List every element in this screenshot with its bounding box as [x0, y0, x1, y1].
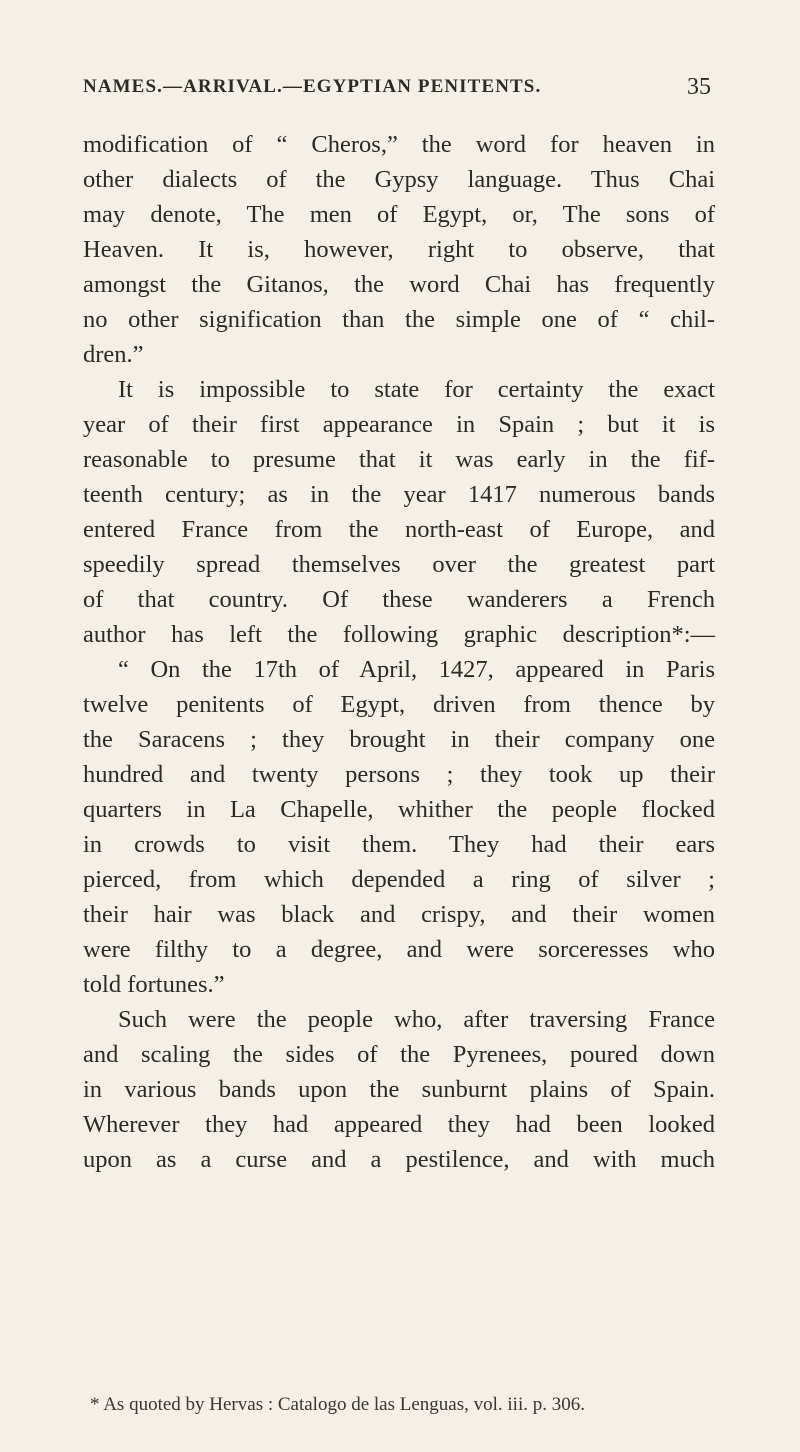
text-line: may denote, The men of Egypt, or, The sons of [83, 201, 715, 228]
text-line: and scaling the sides of the Pyrenees, poured down [83, 1041, 715, 1068]
quotation-line: their hair was black and crispy, and their women [83, 901, 715, 928]
quotation-line: “ On the 17th of April, 1427, appeared in Paris [118, 656, 715, 683]
text-line: Heaven. It is, however, right to observe, that [83, 236, 715, 263]
text-line: of that country. Of these wanderers a French [83, 586, 715, 613]
text-line: teenth century; as in the year 1417 numerous bands [83, 481, 715, 508]
page-header [83, 72, 711, 106]
text-line: entered France from the north-east of Europe, and [83, 516, 715, 543]
text-line: no other signification than the simple one of “ chil- [83, 306, 715, 333]
text-line: It is impossible to state for certainty the exact [118, 376, 715, 403]
quotation-line: in crowds to visit them. They had their ears [83, 831, 715, 858]
quotation-line: the Saracens ; they brought in their company one [83, 726, 715, 753]
text-line: reasonable to presume that it was early in the fif- [83, 446, 715, 473]
text-line: in various bands upon the sunburnt plains of Spain. [83, 1076, 715, 1103]
text-line: speedily spread themselves over the greatest part [83, 551, 715, 578]
text-line: author has left the following graphic description*:— [83, 621, 715, 648]
text-line: year of their first appearance in Spain ; but it is [83, 411, 715, 438]
text-line: upon as a curse and a pestilence, and with much [83, 1146, 715, 1173]
page-number: 35 [687, 74, 711, 100]
text-line: other dialects of the Gypsy language. Thus Chai [83, 166, 715, 193]
quotation-line: quarters in La Chapelle, whither the people flocked [83, 796, 715, 823]
quotation-line: told fortunes.” [83, 971, 225, 998]
text-line: amongst the Gitanos, the word Chai has frequently [83, 271, 715, 298]
text-line: Wherever they had appeared they had been looked [83, 1111, 715, 1138]
quotation-line: were filthy to a degree, and were sorceresses who [83, 936, 715, 963]
footnote: * As quoted by Hervas : Catalogo de las Lenguas, vol. iii. p. 306. [90, 1394, 585, 1415]
quotation-line: hundred and twenty persons ; they took up their [83, 761, 715, 788]
text-line: modification of “ Cheros,” the word for heaven in [83, 131, 715, 158]
quotation-line: pierced, from which depended a ring of silver ; [83, 866, 715, 893]
running-head: NAMES.—ARRIVAL.—EGYPTIAN PENITENTS. [83, 76, 542, 97]
text-line: dren.” [83, 341, 144, 368]
text-line: Such were the people who, after traversing France [118, 1006, 715, 1033]
quotation-line: twelve penitents of Egypt, driven from thence by [83, 691, 715, 718]
